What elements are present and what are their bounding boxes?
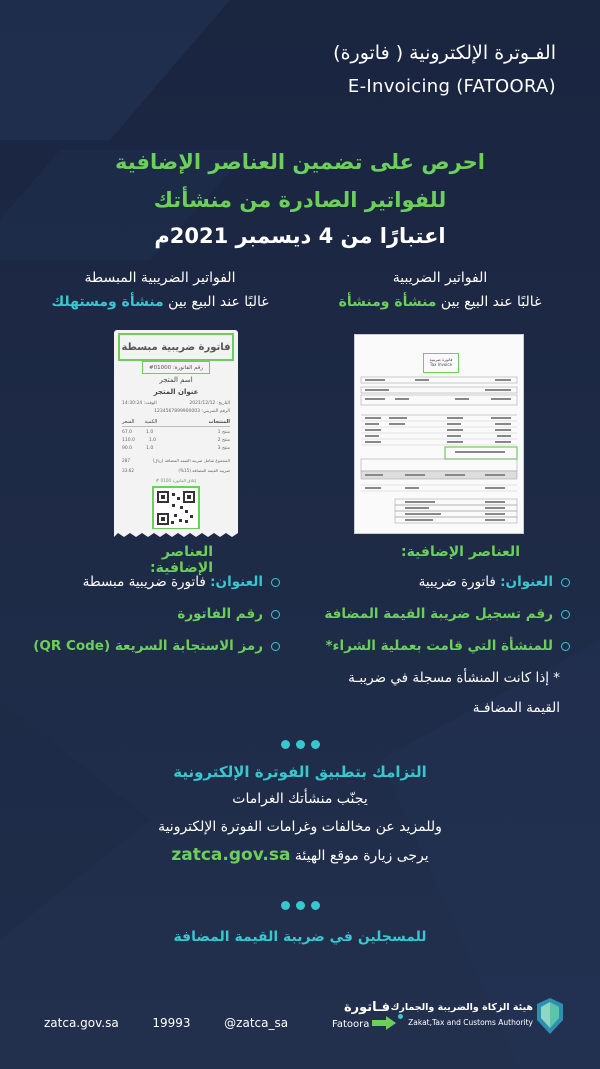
vat-registered-note-line-2: القيمة المضافـة xyxy=(472,700,560,716)
tax-invoice-image xyxy=(354,334,524,534)
receipt-total-label: المجموع شامل ضريبة القيمة المضافة (ريال) xyxy=(152,458,230,463)
receipt-vat-total-label: ضريبة القيمة المضافة (15%) xyxy=(178,468,230,473)
simplified-invoice-subtitle xyxy=(40,294,280,310)
tax-invoice-title-en: Tax Invoice xyxy=(429,362,453,367)
receipt-date-row xyxy=(122,401,230,406)
bullet-circle-icon xyxy=(561,642,570,651)
receipt-store-address: عنوان المتجر xyxy=(153,388,199,396)
simplified-element-item: رقم الفاتورة xyxy=(70,606,280,622)
dots-separator xyxy=(0,895,600,914)
header-title-arabic: الفـوترة الإلكترونية ( فاتورة) xyxy=(333,42,556,64)
receipt-title: فاتورة ضريبية مبسطة xyxy=(121,341,231,353)
footer-contacts xyxy=(44,1016,288,1030)
receipt-vat-label: الرقم الضريبي: xyxy=(201,409,230,414)
compliance-line-3 xyxy=(0,845,600,865)
fatoora-logo-english: Fatoora xyxy=(332,1019,370,1030)
zatca-logo xyxy=(390,998,563,1038)
simplified-element-item: رمز الاستجابة السريعة (QR Code) xyxy=(60,638,280,654)
zatca-website-link[interactable]: zatca.gov.sa xyxy=(171,845,291,865)
bullet-circle-icon xyxy=(271,642,280,651)
receipt-time-label: الوقت: xyxy=(143,401,157,406)
simplified-elements-title: العناصر الإضافية: xyxy=(150,544,213,576)
bullet-circle-icon xyxy=(561,578,570,587)
receipt-col-qty: الكمية xyxy=(144,419,158,425)
compliance-line-1: يجنّب منشأتك الغرامات xyxy=(232,791,368,807)
fatoora-logo-arabic: فـاتورة xyxy=(343,1000,390,1015)
receipt-col-products: المنتجات xyxy=(208,419,230,425)
receipt-row: منتج 1 1.0 67.0 xyxy=(122,430,230,435)
receipt-col-price: السعر xyxy=(122,419,135,425)
receipt-date: 2021/12/12 xyxy=(189,401,216,406)
receipt-table-header xyxy=(122,419,230,427)
vat-registrants-text: للمسجلين في ضريبة القيمة المضافة xyxy=(173,929,427,945)
zatca-name-english: Zakat,Tax and Customs Authority xyxy=(408,1018,533,1027)
receipt-row: منتج 3 1.0 90.0 xyxy=(122,446,230,451)
zatca-name-arabic: هيئة الزكاة والضريبة والجمارك xyxy=(390,1002,533,1013)
simplified-invoice-title: الفواتير الضريبية المبسطة xyxy=(84,270,236,286)
bullet-circle-icon xyxy=(271,610,280,619)
zatca-emblem-icon xyxy=(537,998,563,1034)
tax-element-item: العنوان: فاتورة ضريبية xyxy=(330,574,570,590)
tax-subtitle-highlight: منشأة ومنشأة xyxy=(338,294,437,310)
simplified-subtitle-prefix: غالبًا عند البيع بين xyxy=(163,294,269,310)
bullet-circle-icon xyxy=(561,610,570,619)
receipt-rows xyxy=(122,430,230,454)
receipt-torn-edge xyxy=(114,529,238,537)
receipt-footer: إغلاق الفاتورة 0100 # xyxy=(155,478,197,483)
header-title-english: E-Invoicing (FATOORA) xyxy=(347,76,556,97)
receipt-time: 14:30:24 xyxy=(122,401,143,406)
receipt-vat: 1234567899900003 xyxy=(154,409,200,414)
receipt-vat-total-row xyxy=(122,468,230,473)
compliance-title: التزامك بتطبيق الفوترة الإلكترونية xyxy=(173,763,427,781)
tax-invoice-table-lines xyxy=(355,335,523,533)
footer-phone[interactable]: 19993 xyxy=(152,1016,191,1030)
headline-line-3: اعتبارًا من 4 ديسمبر 2021م xyxy=(154,224,446,248)
dots-separator xyxy=(0,734,600,753)
bullet-circle-icon xyxy=(271,578,280,587)
receipt-total-row xyxy=(122,458,230,463)
tax-invoice-title-ar: فاتورة ضريبية xyxy=(429,357,453,362)
simplified-element-item: العنوان: فاتورة ضريبية مبسطة xyxy=(70,574,280,590)
tax-invoice-title: الفواتير الضريبية xyxy=(392,270,488,286)
headline-line-1: احرص على تضمين العناصر الإضافية xyxy=(114,150,485,174)
tax-element-item: رقم تسجيل ضريبة القيمة المضافة xyxy=(330,606,570,622)
compliance-line-2: وللمزيد عن مخالفات وغرامات الفوترة الإلكترونية xyxy=(158,819,442,835)
receipt-row: منتج 2 1.0 110.0 xyxy=(122,438,230,443)
footer-site-link[interactable]: zatca.gov.sa xyxy=(44,1016,119,1030)
receipt-vat-total: 33.62 xyxy=(122,468,134,473)
vat-registered-note-line-1: * إذا كانت المنشأة مسجلة في ضريبـة xyxy=(348,670,560,686)
tax-invoice-subtitle xyxy=(320,294,560,310)
tax-element-item: للمنشأة التي قامت بعملية الشراء* xyxy=(330,638,570,654)
headline-line-2: للفواتير الصادرة من منشأتك xyxy=(153,188,447,212)
tax-elements-title: العناصر الإضافية: xyxy=(400,544,520,560)
footer-social-handle[interactable]: @zatca_sa xyxy=(224,1016,289,1030)
qr-code-icon xyxy=(152,486,200,530)
receipt-date-label: التاريخ: xyxy=(216,401,230,406)
simplified-subtitle-highlight: منشأة ومستهلك xyxy=(51,294,164,310)
fatoora-arrow-icon xyxy=(372,1016,396,1030)
compliance-visit-text: يرجى زيارة موقع الهيئة xyxy=(290,848,429,864)
receipt-invoice-number: رقم الفاتورة: 01000# xyxy=(149,364,203,371)
fatoora-dot-icon xyxy=(398,1014,403,1019)
receipt-store-name: اسم المتجر xyxy=(159,376,193,384)
receipt-total: 287 xyxy=(122,458,130,463)
simplified-receipt-image xyxy=(114,330,238,530)
receipt-vat-row xyxy=(122,409,230,414)
tax-subtitle-prefix: غالبًا عند البيع بين xyxy=(436,294,542,310)
